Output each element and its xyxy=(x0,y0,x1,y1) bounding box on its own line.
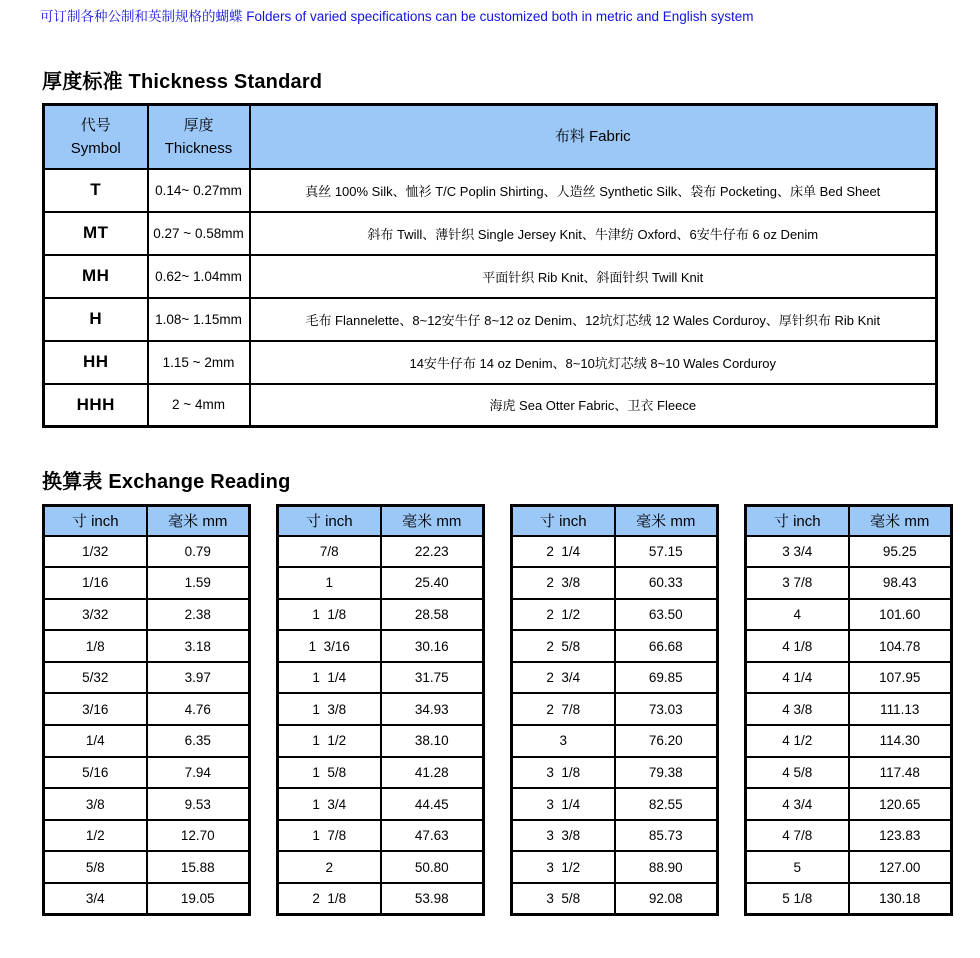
exchange-cell-inch: 2 xyxy=(278,851,381,883)
thickness-cell-symbol: H xyxy=(44,298,148,341)
exchange-cell-mm: 22.23 xyxy=(381,536,484,568)
exchange-cell-inch: 5/8 xyxy=(44,851,147,883)
exchange-cell-inch: 1 1/4 xyxy=(278,662,381,694)
exchange-table-3 xyxy=(510,504,719,916)
exchange-row xyxy=(278,567,484,599)
thickness-cell-symbol: T xyxy=(44,169,148,212)
exchange-row xyxy=(44,851,250,883)
thickness-row xyxy=(44,169,937,212)
exchange-cell-inch: 2 1/8 xyxy=(278,883,381,915)
exchange-cell-inch: 3 1/4 xyxy=(512,788,615,820)
exchange-cell-mm: 111.13 xyxy=(849,693,952,725)
exchange-table-4 xyxy=(744,504,953,916)
exchange-row xyxy=(512,851,718,883)
exchange-cell-mm: 2.38 xyxy=(147,599,250,631)
exchange-row xyxy=(746,757,952,789)
exchange-row xyxy=(44,630,250,662)
exchange-cell-mm: 50.80 xyxy=(381,851,484,883)
exchange-col-mm: 毫米 mm xyxy=(849,506,952,536)
exchange-cell-inch: 1 3/8 xyxy=(278,693,381,725)
exchange-cell-mm: 114.30 xyxy=(849,725,952,757)
thickness-header-row xyxy=(44,105,937,169)
thickness-cell-fabric: 斜布 Twill、薄针织 Single Jersey Knit、牛津纺 Oxford、6安牛仔布 6 oz Denim xyxy=(250,212,937,255)
thickness-col-fabric: 布料 Fabric xyxy=(250,105,937,169)
exchange-row xyxy=(512,599,718,631)
exchange-cell-mm: 3.97 xyxy=(147,662,250,694)
exchange-cell-mm: 41.28 xyxy=(381,757,484,789)
thickness-row xyxy=(44,255,937,298)
exchange-row xyxy=(512,788,718,820)
thickness-col-symbol xyxy=(44,105,148,169)
exchange-cell-inch: 3 5/8 xyxy=(512,883,615,915)
exchange-cell-inch: 4 5/8 xyxy=(746,757,849,789)
exchange-row xyxy=(278,536,484,568)
exchange-cell-inch: 1 xyxy=(278,567,381,599)
exchange-cell-inch: 2 1/4 xyxy=(512,536,615,568)
exchange-cell-mm: 30.16 xyxy=(381,630,484,662)
exchange-row xyxy=(278,725,484,757)
exchange-cell-mm: 38.10 xyxy=(381,725,484,757)
exchange-cell-inch: 3/4 xyxy=(44,883,147,915)
thickness-cell-fabric: 14安牛仔布 14 oz Denim、8~10坑灯芯绒 8~10 Wales Corduroy xyxy=(250,341,937,384)
exchange-row xyxy=(44,820,250,852)
exchange-cell-mm: 88.90 xyxy=(615,851,718,883)
thickness-cell-symbol: HHH xyxy=(44,384,148,427)
thickness-row xyxy=(44,298,937,341)
thickness-cell-symbol: MH xyxy=(44,255,148,298)
exchange-cell-inch: 5 xyxy=(746,851,849,883)
thickness-cell-fabric: 平面针织 Rib Knit、斜面针织 Twill Knit xyxy=(250,255,937,298)
exchange-cell-inch: 4 7/8 xyxy=(746,820,849,852)
exchange-cell-mm: 76.20 xyxy=(615,725,718,757)
exchange-cell-mm: 60.33 xyxy=(615,567,718,599)
exchange-row xyxy=(278,851,484,883)
exchange-row xyxy=(44,725,250,757)
thickness-row xyxy=(44,384,937,427)
exchange-cell-mm: 107.95 xyxy=(849,662,952,694)
exchange-row xyxy=(746,630,952,662)
exchange-cell-mm: 44.45 xyxy=(381,788,484,820)
exchange-table-3-body xyxy=(512,536,718,915)
exchange-col-inch: 寸 inch xyxy=(512,506,615,536)
thickness-cell-thickness: 2 ~ 4mm xyxy=(148,384,250,427)
exchange-cell-inch: 4 1/8 xyxy=(746,630,849,662)
exchange-cell-inch: 2 3/8 xyxy=(512,567,615,599)
exchange-table-2-body xyxy=(278,536,484,915)
thickness-table xyxy=(42,103,938,428)
exchange-header-row xyxy=(278,506,484,536)
exchange-col-inch: 寸 inch xyxy=(746,506,849,536)
exchange-cell-inch: 1 1/8 xyxy=(278,599,381,631)
exchange-tables xyxy=(42,504,980,916)
exchange-col-inch: 寸 inch xyxy=(278,506,381,536)
exchange-row xyxy=(278,883,484,915)
exchange-cell-mm: 69.85 xyxy=(615,662,718,694)
exchange-row xyxy=(746,788,952,820)
exchange-cell-mm: 123.83 xyxy=(849,820,952,852)
exchange-row xyxy=(278,820,484,852)
exchange-cell-mm: 79.38 xyxy=(615,757,718,789)
thickness-table-head xyxy=(44,105,937,169)
exchange-cell-inch: 4 1/4 xyxy=(746,662,849,694)
exchange-row xyxy=(512,757,718,789)
exchange-table-4-head xyxy=(746,506,952,536)
exchange-cell-inch: 2 1/2 xyxy=(512,599,615,631)
exchange-row xyxy=(512,693,718,725)
exchange-cell-inch: 3 1/2 xyxy=(512,851,615,883)
thickness-cell-thickness: 1.15 ~ 2mm xyxy=(148,341,250,384)
exchange-cell-inch: 4 xyxy=(746,599,849,631)
exchange-cell-inch: 1/32 xyxy=(44,536,147,568)
page-note: 可订制各种公制和英制规格的蝴蝶 Folders of varied specifications can be customized both in metric and English system xyxy=(40,9,754,24)
exchange-row xyxy=(512,820,718,852)
exchange-table-1-head xyxy=(44,506,250,536)
exchange-cell-mm: 19.05 xyxy=(147,883,250,915)
exchange-row xyxy=(512,630,718,662)
exchange-table-2-head xyxy=(278,506,484,536)
exchange-cell-mm: 0.79 xyxy=(147,536,250,568)
thickness-row xyxy=(44,212,937,255)
exchange-cell-mm: 127.00 xyxy=(849,851,952,883)
exchange-cell-mm: 6.35 xyxy=(147,725,250,757)
exchange-cell-mm: 95.25 xyxy=(849,536,952,568)
exchange-row xyxy=(746,662,952,694)
exchange-cell-mm: 85.73 xyxy=(615,820,718,852)
exchange-cell-inch: 1/4 xyxy=(44,725,147,757)
exchange-cell-inch: 5/32 xyxy=(44,662,147,694)
exchange-cell-inch: 2 5/8 xyxy=(512,630,615,662)
exchange-row xyxy=(512,883,718,915)
exchange-cell-inch: 1/16 xyxy=(44,567,147,599)
thickness-cell-thickness: 0.62~ 1.04mm xyxy=(148,255,250,298)
exchange-header-row xyxy=(44,506,250,536)
exchange-cell-mm: 25.40 xyxy=(381,567,484,599)
exchange-cell-inch: 2 7/8 xyxy=(512,693,615,725)
exchange-row xyxy=(512,536,718,568)
exchange-row xyxy=(746,536,952,568)
exchange-cell-mm: 9.53 xyxy=(147,788,250,820)
exchange-cell-mm: 98.43 xyxy=(849,567,952,599)
exchange-cell-mm: 73.03 xyxy=(615,693,718,725)
thickness-cell-thickness: 1.08~ 1.15mm xyxy=(148,298,250,341)
exchange-row xyxy=(278,788,484,820)
exchange-cell-inch: 1 3/4 xyxy=(278,788,381,820)
exchange-row xyxy=(746,725,952,757)
exchange-row xyxy=(278,693,484,725)
exchange-cell-inch: 1 3/16 xyxy=(278,630,381,662)
exchange-cell-inch: 3 7/8 xyxy=(746,567,849,599)
exchange-cell-inch: 3 1/8 xyxy=(512,757,615,789)
exchange-col-mm: 毫米 mm xyxy=(381,506,484,536)
exchange-row xyxy=(44,536,250,568)
exchange-cell-inch: 4 3/8 xyxy=(746,693,849,725)
exchange-cell-inch: 3/8 xyxy=(44,788,147,820)
exchange-cell-mm: 53.98 xyxy=(381,883,484,915)
thickness-col-thickness-zh: 厚度 xyxy=(183,116,214,134)
exchange-row xyxy=(44,757,250,789)
exchange-col-mm: 毫米 mm xyxy=(615,506,718,536)
exchange-cell-mm: 31.75 xyxy=(381,662,484,694)
exchange-cell-mm: 4.76 xyxy=(147,693,250,725)
exchange-cell-mm: 130.18 xyxy=(849,883,952,915)
thickness-col-symbol-zh: 代号 xyxy=(80,116,111,134)
exchange-row xyxy=(512,725,718,757)
exchange-cell-mm: 63.50 xyxy=(615,599,718,631)
exchange-row xyxy=(44,788,250,820)
thickness-cell-fabric: 毛布 Flannelette、8~12安牛仔 8~12 oz Denim、12坑灯芯绒 12 Wales Corduroy、厚针织布 Rib Knit xyxy=(250,298,937,341)
exchange-header-row xyxy=(746,506,952,536)
exchange-cell-inch: 1 7/8 xyxy=(278,820,381,852)
exchange-cell-inch: 7/8 xyxy=(278,536,381,568)
exchange-cell-inch: 5/16 xyxy=(44,757,147,789)
exchange-row xyxy=(44,883,250,915)
exchange-table-4-body xyxy=(746,536,952,915)
exchange-row xyxy=(746,883,952,915)
exchange-row xyxy=(512,567,718,599)
thickness-col-symbol-en: Symbol xyxy=(70,139,121,157)
exchange-row xyxy=(278,662,484,694)
thickness-cell-fabric: 海虎 Sea Otter Fabric、卫衣 Fleece xyxy=(250,384,937,427)
thickness-col-thickness-en: Thickness xyxy=(164,139,233,157)
exchange-cell-mm: 34.93 xyxy=(381,693,484,725)
exchange-cell-mm: 12.70 xyxy=(147,820,250,852)
thickness-cell-symbol: HH xyxy=(44,341,148,384)
exchange-col-inch: 寸 inch xyxy=(44,506,147,536)
exchange-cell-mm: 66.68 xyxy=(615,630,718,662)
thickness-cell-fabric: 真丝 100% Silk、恤衫 T/C Poplin Shirting、人造丝 Synthetic Silk、袋布 Pocketing、床单 Bed Sheet xyxy=(250,169,937,212)
exchange-cell-mm: 104.78 xyxy=(849,630,952,662)
exchange-cell-inch: 4 1/2 xyxy=(746,725,849,757)
exchange-row xyxy=(746,820,952,852)
exchange-section-title: 换算表 Exchange Reading xyxy=(42,471,291,493)
exchange-row xyxy=(44,662,250,694)
thickness-section-title: 厚度标准 Thickness Standard xyxy=(42,71,323,93)
exchange-table-2 xyxy=(276,504,485,916)
exchange-cell-inch: 5 1/8 xyxy=(746,883,849,915)
exchange-cell-inch: 3 3/4 xyxy=(746,536,849,568)
exchange-row xyxy=(44,567,250,599)
exchange-cell-mm: 92.08 xyxy=(615,883,718,915)
thickness-table-body xyxy=(44,169,937,427)
thickness-col-thickness xyxy=(148,105,250,169)
exchange-cell-inch: 1/8 xyxy=(44,630,147,662)
exchange-row xyxy=(278,599,484,631)
exchange-cell-mm: 47.63 xyxy=(381,820,484,852)
exchange-cell-inch: 2 3/4 xyxy=(512,662,615,694)
exchange-cell-inch: 1 5/8 xyxy=(278,757,381,789)
thickness-cell-thickness: 0.27 ~ 0.58mm xyxy=(148,212,250,255)
exchange-cell-mm: 7.94 xyxy=(147,757,250,789)
exchange-table-3-head xyxy=(512,506,718,536)
exchange-row xyxy=(512,662,718,694)
exchange-row xyxy=(746,567,952,599)
exchange-row xyxy=(278,757,484,789)
exchange-row xyxy=(746,599,952,631)
exchange-row xyxy=(44,599,250,631)
exchange-cell-mm: 1.59 xyxy=(147,567,250,599)
exchange-row xyxy=(278,630,484,662)
thickness-row xyxy=(44,341,937,384)
exchange-row xyxy=(44,693,250,725)
exchange-cell-inch: 4 3/4 xyxy=(746,788,849,820)
exchange-cell-inch: 1/2 xyxy=(44,820,147,852)
exchange-table-1 xyxy=(42,504,251,916)
exchange-cell-mm: 120.65 xyxy=(849,788,952,820)
exchange-row xyxy=(746,851,952,883)
exchange-cell-mm: 28.58 xyxy=(381,599,484,631)
thickness-cell-symbol: MT xyxy=(44,212,148,255)
thickness-cell-thickness: 0.14~ 0.27mm xyxy=(148,169,250,212)
exchange-cell-inch: 3/32 xyxy=(44,599,147,631)
exchange-cell-inch: 3/16 xyxy=(44,693,147,725)
exchange-row xyxy=(746,693,952,725)
exchange-col-mm: 毫米 mm xyxy=(147,506,250,536)
exchange-header-row xyxy=(512,506,718,536)
exchange-cell-mm: 57.15 xyxy=(615,536,718,568)
exchange-cell-mm: 15.88 xyxy=(147,851,250,883)
exchange-cell-inch: 3 xyxy=(512,725,615,757)
exchange-cell-mm: 117.48 xyxy=(849,757,952,789)
exchange-cell-mm: 82.55 xyxy=(615,788,718,820)
exchange-table-1-body xyxy=(44,536,250,915)
exchange-cell-inch: 1 1/2 xyxy=(278,725,381,757)
exchange-cell-inch: 3 3/8 xyxy=(512,820,615,852)
exchange-cell-mm: 101.60 xyxy=(849,599,952,631)
exchange-cell-mm: 3.18 xyxy=(147,630,250,662)
